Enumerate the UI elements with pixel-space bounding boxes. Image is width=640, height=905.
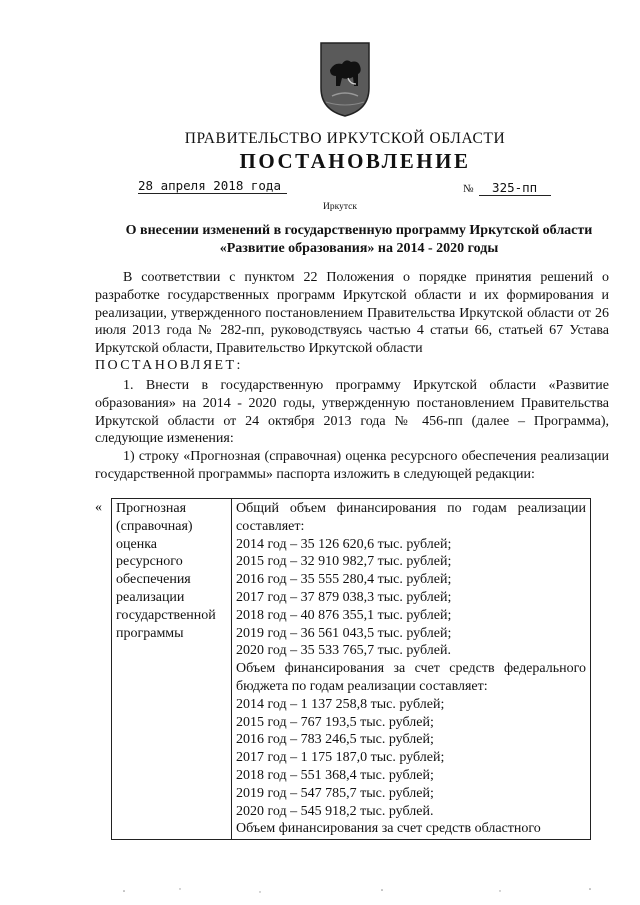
total-funding-line: 2020 год – 35 533 765,7 тыс. рублей.: [236, 643, 451, 659]
federal-funding-line: 2017 год – 1 175 187,0 тыс. рублей;: [236, 750, 445, 766]
number-sign: №: [463, 183, 474, 195]
total-funding-line: 2016 год – 35 555 280,4 тыс. рублей;: [236, 572, 452, 588]
federal-funding-line: 2014 год – 1 137 258,8 тыс. рублей;: [236, 696, 445, 712]
document-number: 325-пп: [479, 180, 551, 196]
label-line: государственной: [116, 607, 216, 623]
total-funding-line: 2014 год – 35 126 620,6 тыс. рублей;: [236, 536, 452, 552]
government-name: ПРАВИТЕЛЬСТВО ИРКУТСКОЙ ОБЛАСТИ: [184, 130, 506, 147]
regional-funding-heading: Объем финансирования за счет средств областного: [236, 821, 541, 837]
federal-funding-line: 2018 год – 551 368,4 тыс. рублей;: [236, 767, 434, 783]
label-line: ресурсного: [116, 554, 183, 570]
city: Иркутск: [323, 202, 357, 212]
federal-funding-line: 2019 год – 547 785,7 тыс. рублей;: [236, 785, 434, 801]
resolves-word: ПОСТАНОВЛЯЕТ:: [95, 358, 243, 373]
document-date: 28 апреля 2018 года: [138, 178, 287, 194]
label-line: программы: [116, 625, 184, 641]
scan-artifact-dots: [120, 885, 600, 895]
label-line: (справочная): [116, 518, 193, 534]
table-row: [112, 499, 591, 840]
row-label-cell: [112, 499, 232, 840]
open-quote-mark: «: [95, 500, 102, 515]
document-heading: [100, 222, 618, 258]
heading-line-1: О внесении изменений в государственную программу Иркутской области: [125, 223, 593, 238]
funding-cell: [232, 499, 591, 840]
item-1-1-paragraph: 1) строку «Прогнозная (справочная) оценка ресурсного обеспечения реализации государственной программы» паспорта изложить в следующей редакции:: [95, 449, 609, 482]
total-funding-line: 2018 год – 40 876 355,1 тыс. рублей;: [236, 607, 452, 623]
item-1-paragraph: 1. Внести в государственную программу Иркутской области «Развитие образования» на 2014 - 2020 годы, утвержденную постановлением Правительства Иркутской области от 24 октября 2013 года № 456-пп (далее – Программа), следующие изменения:: [95, 378, 609, 447]
total-funding-heading: Общий объем финансирования по годам реализации составляет:: [236, 501, 586, 534]
passport-table: [111, 498, 591, 840]
label-line: оценка: [116, 536, 158, 552]
federal-funding-line: 2015 год – 767 193,5 тыс. рублей;: [236, 714, 434, 730]
total-funding-line: 2015 год – 32 910 982,7 тыс. рублей;: [236, 554, 452, 570]
coat-of-arms-emblem: [318, 40, 372, 118]
document-type: ПОСТАНОВЛЕНИЕ: [239, 149, 471, 173]
federal-funding-line: 2020 год – 545 918,2 тыс. рублей.: [236, 803, 434, 819]
intro-paragraph: В соответствии с пунктом 22 Положения о порядке принятия решений о разработке государственных программ Иркутской области и их формирования и реализации, утвержденного постановлением Правительства Иркутской области от 26 июля 2013 года № 282-пп, руководствуясь частью 4 статьи 66, статьей 67 Устава Иркутской области, Правительство Иркутской области: [95, 270, 609, 357]
heading-line-2: «Развитие образования» на 2014 - 2020 годы: [219, 241, 499, 256]
label-line: Прогнозная: [116, 501, 187, 516]
label-line: обеспечения: [116, 572, 191, 588]
federal-funding-heading: Объем финансирования за счет средств федерального бюджета по годам реализации составляет:: [236, 661, 586, 694]
total-funding-line: 2019 год – 36 561 043,5 тыс. рублей;: [236, 625, 452, 641]
total-funding-line: 2017 год – 37 879 038,3 тыс. рублей;: [236, 589, 452, 605]
label-line: реализации: [116, 589, 185, 605]
federal-funding-line: 2016 год – 783 246,5 тыс. рублей;: [236, 732, 434, 748]
document-number-field: [463, 180, 551, 196]
